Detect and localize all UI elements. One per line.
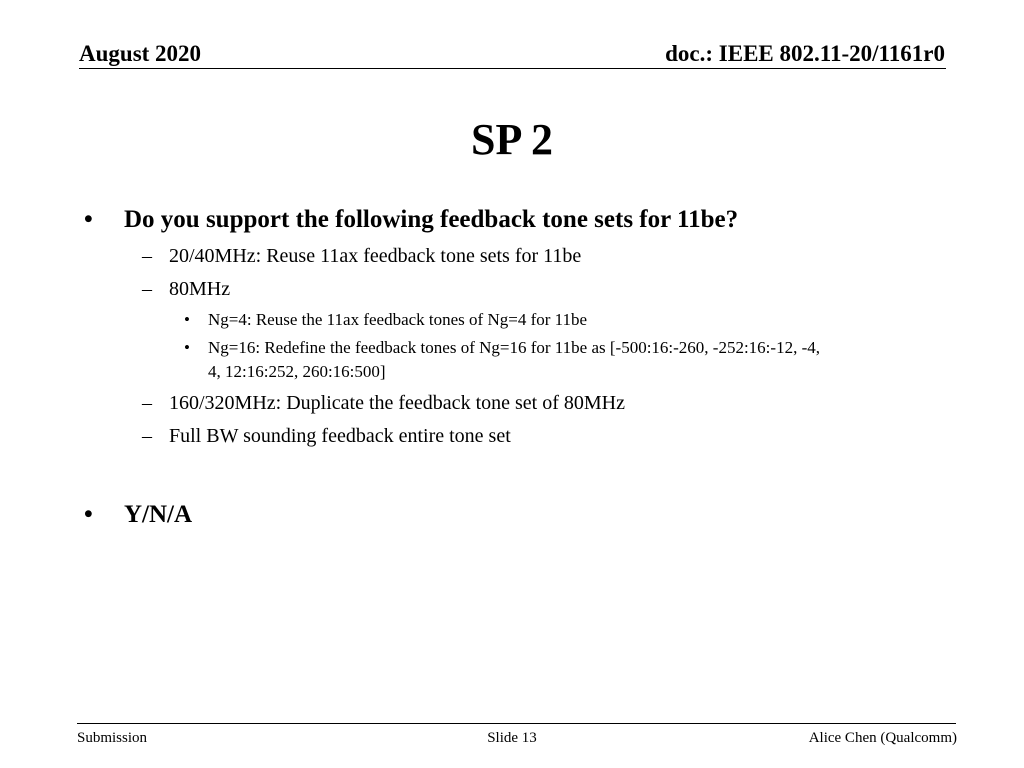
sub-bullet-text: 80MHz <box>169 278 231 300</box>
footer-submission: Submission <box>77 730 148 746</box>
dash-marker: – <box>142 278 152 300</box>
sub-sub-bullet-text: 4, 12:16:252, 260:16:500] <box>208 362 386 381</box>
bullet-marker: • <box>84 206 93 233</box>
bullet-marker: • <box>184 338 190 357</box>
sub-bullet-text: 20/40MHz: Reuse 11ax feedback tone sets for 11be <box>169 245 582 267</box>
sub-sub-bullet-text: Ng=16: Redefine the feedback tones of Ng=16 for 11be as [-500:16:-260, -252:16:-12, -4, <box>208 338 820 357</box>
sub-sub-bullet-text: Ng=4: Reuse the 11ax feedback tones of Ng=4 for 11be <box>208 310 588 329</box>
dash-marker: – <box>142 245 152 267</box>
footer-slide-number: Slide 13 <box>487 730 537 746</box>
bullet-text: Do you support the following feedback tone sets for 11be? <box>124 206 739 233</box>
dash-marker: – <box>142 425 152 447</box>
bullet-text: Y/N/A <box>124 501 193 528</box>
dash-marker: – <box>142 392 152 414</box>
header-date: August 2020 <box>79 41 202 66</box>
footer-author: Alice Chen (Qualcomm) <box>808 730 957 746</box>
sub-bullet-text: 160/320MHz: Duplicate the feedback tone set of 80MHz <box>169 392 625 414</box>
footer-divider <box>77 723 956 724</box>
bullet-marker: • <box>84 501 93 528</box>
sub-bullet-text: Full BW sounding feedback entire tone set <box>169 425 511 447</box>
slide-title: SP 2 <box>471 115 553 164</box>
header-doc-id: doc.: IEEE 802.11-20/1161r0 <box>665 41 945 66</box>
bullet-marker: • <box>184 310 190 329</box>
